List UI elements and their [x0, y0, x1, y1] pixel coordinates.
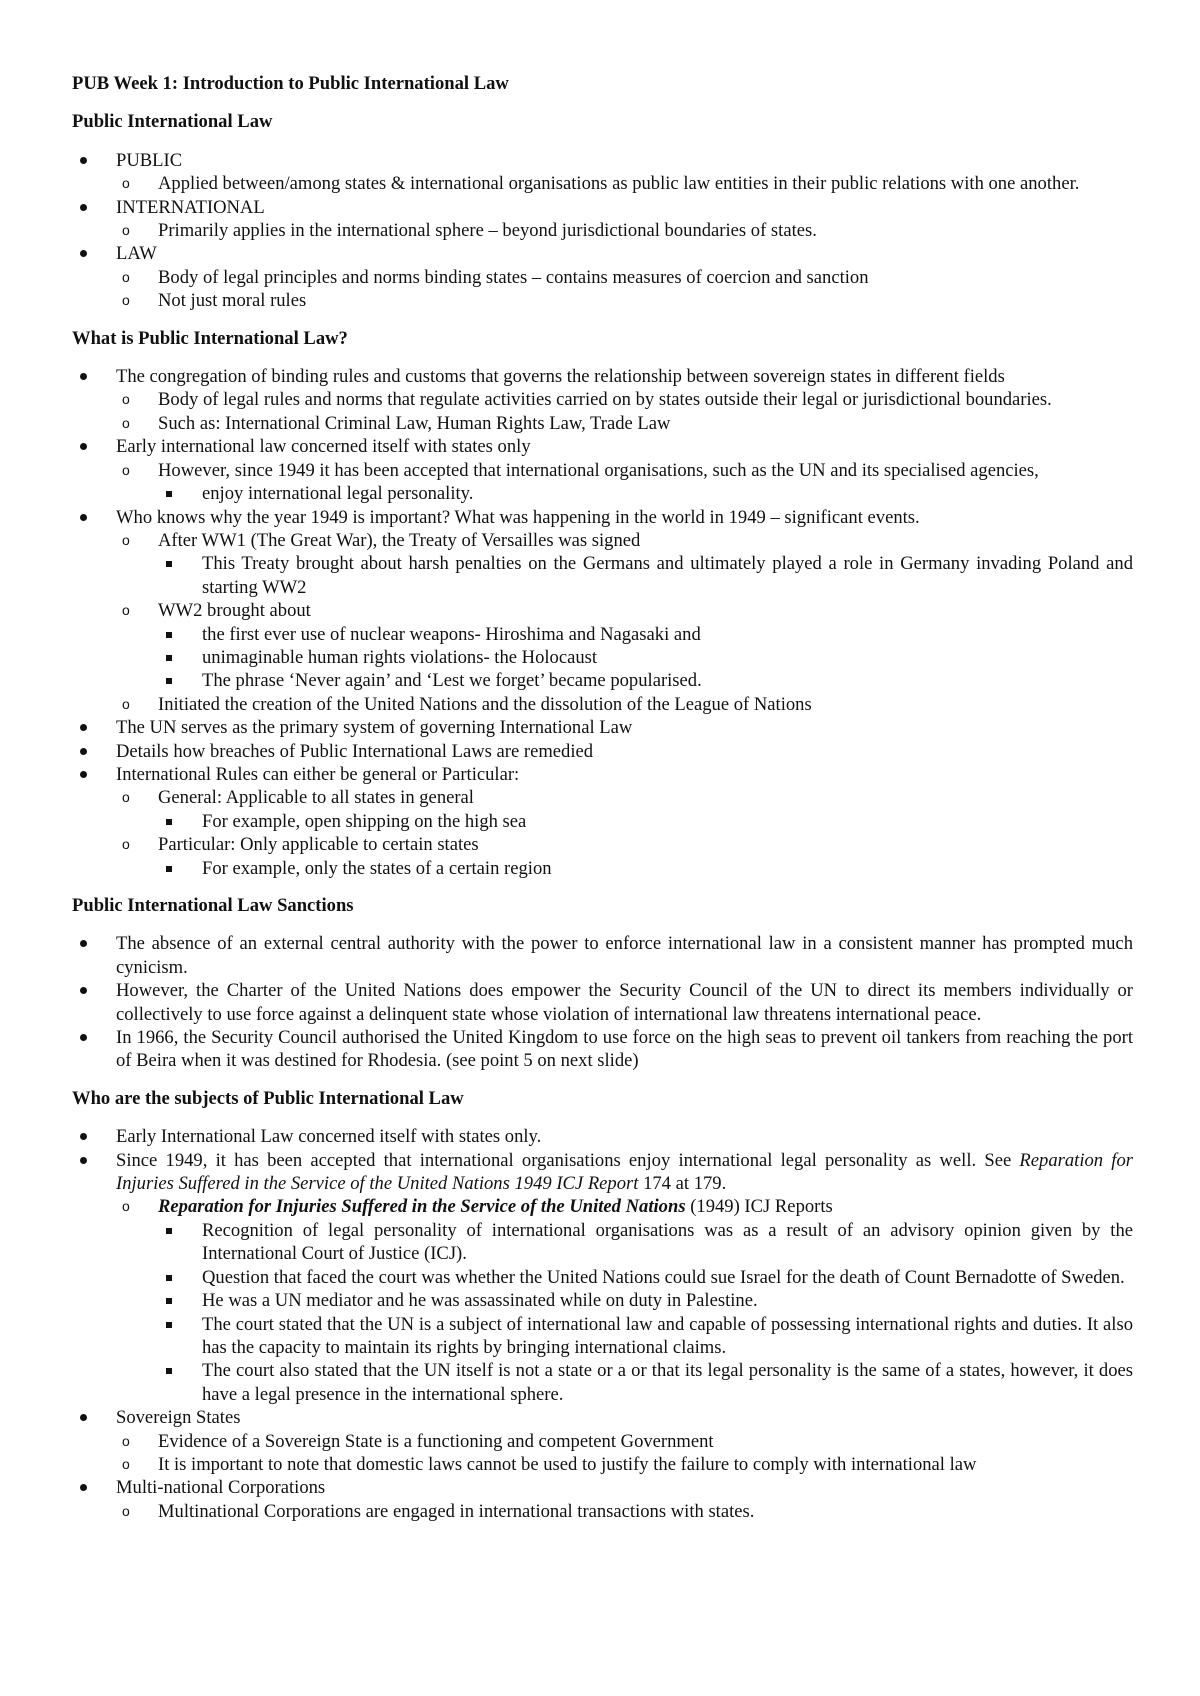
list-item-text: Such as: International Criminal Law, Human Rights Law, Trade Law — [158, 412, 671, 434]
list-item — [72, 979, 1133, 1026]
bullet-square-icon — [166, 678, 172, 684]
list-item — [72, 196, 1133, 219]
bullet-list — [72, 932, 1133, 1072]
bullet-disc-icon — [80, 771, 87, 778]
list-item-text: The court also stated that the UN itself is not a state or a or that its legal personality is the same of a states, however, it does have a legal presence in the international sphere. — [202, 1360, 1133, 1405]
list-item — [72, 1149, 1133, 1196]
bullet-circle-icon: o — [122, 602, 130, 619]
bullet-circle-icon: o — [122, 222, 130, 239]
list-item-text: unimaginable human rights violations- the Holocaust — [202, 646, 598, 668]
list-item-text: In 1966, the Security Council authorised the United Kingdom to use force on the high seas to prevent oil tankers from reaching the port of Beira when it was destined for Rhodesia. (see point 5 on next slide) — [116, 1027, 1133, 1072]
list-item — [72, 242, 1133, 265]
list-item-text: However, since 1949 it has been accepted that international organisations, such as the UN and its specialised agencies, — [158, 459, 1039, 481]
list-item-text: For example, open shipping on the high sea — [202, 810, 527, 832]
bullet-disc-icon — [80, 157, 87, 164]
bullet-circle-icon: o — [122, 414, 130, 431]
bullet-disc-icon — [80, 748, 87, 755]
bullet-square-icon — [166, 1322, 172, 1328]
list-item-text: Evidence of a Sovereign State is a functioning and competent Government — [158, 1430, 714, 1452]
bullet-disc-icon — [80, 1034, 87, 1041]
bullet-square-icon — [166, 1275, 172, 1281]
list-item — [72, 482, 1133, 505]
list-item-text: The court stated that the UN is a subject of international law and capable of possessing international rights and duties. It also has the capacity to maintain its rights by bringing international claims. — [202, 1313, 1133, 1358]
list-item — [72, 1219, 1133, 1266]
list-item — [72, 529, 1133, 552]
bullet-square-icon — [166, 866, 172, 872]
list-item-text: Question that faced the court was whether the United Nations could sue Israel for the death of Count Bernadotte of Sweden. — [202, 1266, 1125, 1288]
bullet-circle-icon: o — [122, 695, 130, 712]
document-body — [72, 110, 1133, 1523]
list-item-text: International Rules can either be general or Particular: — [116, 763, 520, 785]
bullet-square-icon — [166, 655, 172, 661]
list-item-text: Initiated the creation of the United Nations and the dissolution of the League of Nations — [158, 693, 812, 715]
list-item-text: Early International Law concerned itself with states only. — [116, 1126, 542, 1148]
list-item — [72, 1359, 1133, 1406]
list-item-text: Particular: Only applicable to certain states — [158, 834, 479, 856]
list-item — [72, 833, 1133, 856]
bullet-square-icon — [166, 632, 172, 638]
bullet-square-icon — [166, 491, 172, 497]
list-item-text: PUBLIC — [116, 149, 183, 171]
bullet-disc-icon — [80, 940, 87, 947]
list-item — [72, 459, 1133, 482]
bullet-circle-icon: o — [122, 391, 130, 408]
list-item — [72, 1476, 1133, 1499]
bullet-circle-icon: o — [122, 531, 130, 548]
list-item — [72, 1026, 1133, 1073]
list-item — [72, 552, 1133, 599]
list-item — [72, 506, 1133, 529]
bullet-circle-icon: o — [122, 1502, 130, 1519]
section-heading: What is Public International Law? — [72, 327, 348, 349]
section-heading: Who are the subjects of Public International Law — [72, 1087, 464, 1109]
section — [72, 110, 1133, 312]
bullet-square-icon — [166, 1298, 172, 1304]
list-item — [72, 365, 1133, 388]
bullet-disc-icon — [80, 987, 87, 994]
list-item — [72, 1453, 1133, 1476]
bullet-disc-icon — [80, 1157, 87, 1164]
list-item — [72, 623, 1133, 646]
list-item-text: The phrase ‘Never again’ and ‘Lest we forget’ became popularised. — [202, 670, 702, 692]
list-item-text: Details how breaches of Public International Laws are remedied — [116, 740, 594, 762]
bullet-circle-icon: o — [122, 268, 130, 285]
bullet-disc-icon — [80, 204, 87, 211]
list-item-text: He was a UN mediator and he was assassinated while on duty in Palestine. — [202, 1290, 758, 1312]
list-item — [72, 435, 1133, 458]
list-item-text: Multinational Corporations are engaged in international transactions with states. — [158, 1500, 755, 1522]
bullet-disc-icon — [80, 443, 87, 450]
list-item-text: The UN serves as the primary system of governing International Law — [116, 717, 633, 739]
list-item-text: WW2 brought about — [158, 600, 311, 622]
bullet-disc-icon — [80, 373, 87, 380]
section — [72, 1087, 1133, 1523]
document-title: PUB Week 1: Introduction to Public International Law — [72, 73, 509, 94]
list-item-text: Who knows why the year 1949 is important? What was happening in the world in 1949 – significant events. — [116, 506, 920, 528]
list-item — [72, 646, 1133, 669]
bullet-square-icon — [166, 1228, 172, 1234]
list-item-text: However, the Charter of the United Nations does empower the Security Council of the UN to direct its members individually or collectively to use force against a delinquent state whose violation of international law threatens international peace. — [116, 980, 1133, 1025]
list-item — [72, 740, 1133, 763]
list-item — [72, 266, 1133, 289]
case-citation: Reparation for Injuries Suffered in the Service of the United Nations — [158, 1196, 686, 1218]
list-item — [72, 693, 1133, 716]
bullet-circle-icon: o — [122, 1198, 130, 1215]
list-item-text: Primarily applies in the international sphere – beyond jurisdictional boundaries of states. — [158, 220, 817, 242]
bullet-circle-icon: o — [122, 461, 130, 478]
bullet-circle-icon: o — [122, 1455, 130, 1472]
list-item — [72, 172, 1133, 195]
list-item-text: Early international law concerned itself with states only — [116, 436, 531, 458]
bullet-circle-icon: o — [122, 292, 130, 309]
list-item — [72, 1289, 1133, 1312]
list-item — [72, 149, 1133, 172]
list-item — [72, 289, 1133, 312]
list-item-text: the first ever use of nuclear weapons- Hiroshima and Nagasaki and — [202, 623, 701, 645]
bullet-circle-icon: o — [122, 836, 130, 853]
list-item-text: Sovereign States — [116, 1407, 241, 1429]
bullet-circle-icon: o — [122, 1432, 130, 1449]
list-item-text: After WW1 (The Great War), the Treaty of Versailles was signed — [158, 529, 641, 551]
list-item — [72, 1266, 1133, 1289]
case-citation: Reparation for Injuries Suffered in the Service of the United Nations 1949 ICJ Report — [116, 1149, 1133, 1195]
list-item-text: General: Applicable to all states in general — [158, 787, 474, 809]
list-item-text: Body of legal rules and norms that regulate activities carried on by states outside their legal or jurisdictional boundaries. — [158, 389, 1052, 411]
list-item-text: This Treaty brought about harsh penalties on the Germans and ultimately played a role in Germany invading Poland and starting WW2 — [202, 553, 1133, 598]
bullet-disc-icon — [80, 1133, 87, 1140]
list-item-text: Recognition of legal personality of international organisations was as a result of an advisory opinion given by the International Court of Justice (ICJ). — [202, 1219, 1133, 1265]
list-item-text: The congregation of binding rules and customs that governs the relationship between sovereign states in different fields — [116, 366, 1005, 388]
section-heading: Public International Law Sanctions — [72, 895, 354, 916]
list-item — [72, 219, 1133, 242]
bullet-square-icon — [166, 819, 172, 825]
bullet-square-icon — [166, 1368, 172, 1374]
section — [72, 327, 1133, 880]
bullet-disc-icon — [80, 724, 87, 731]
list-item — [72, 599, 1133, 622]
bullet-disc-icon — [80, 1484, 87, 1491]
list-item — [72, 857, 1133, 880]
bullet-circle-icon: o — [122, 789, 130, 806]
list-item — [72, 1125, 1133, 1148]
list-item — [72, 1500, 1133, 1523]
list-item — [72, 763, 1133, 786]
list-item — [72, 786, 1133, 809]
list-item-text: Since 1949, it has been accepted that international organisations enjoy international legal personality as well. See — [116, 1149, 1020, 1171]
list-item — [72, 1430, 1133, 1453]
list-item — [72, 412, 1133, 435]
bullet-disc-icon — [80, 1414, 87, 1421]
bullet-disc-icon — [80, 250, 87, 257]
bullet-circle-icon: o — [122, 175, 130, 192]
list-item-text: Body of legal principles and norms binding states – contains measures of coercion and sanction — [158, 266, 869, 288]
list-item-text: Applied between/among states & international organisations as public law entities in their public relations with one another. — [158, 173, 1080, 195]
list-item-text: Multi-national Corporations — [116, 1477, 326, 1499]
section — [72, 894, 1133, 1073]
list-item-text: The absence of an external central authority with the power to enforce international law in a consistent manner has prompted much cynicism. — [116, 933, 1133, 978]
list-item — [72, 388, 1133, 411]
bullet-list — [72, 149, 1133, 313]
list-item — [72, 810, 1133, 833]
bullet-list — [72, 1125, 1133, 1523]
section-heading: Public International Law — [72, 111, 273, 133]
list-item-text: enjoy international legal personality. — [202, 483, 474, 505]
list-item — [72, 1313, 1133, 1360]
list-item-text: It is important to note that domestic laws cannot be used to justify the failure to comply with international law — [158, 1453, 977, 1475]
list-item — [72, 932, 1133, 979]
bullet-disc-icon — [80, 514, 87, 521]
list-item — [72, 1195, 1133, 1218]
list-item-text: INTERNATIONAL — [116, 196, 265, 218]
list-item-text: 174 at 179. — [638, 1173, 727, 1195]
list-item-text: Not just moral rules — [158, 290, 307, 312]
bullet-square-icon — [166, 561, 172, 567]
list-item — [72, 669, 1133, 692]
bullet-list — [72, 365, 1133, 880]
list-item-text: LAW — [116, 243, 157, 265]
list-item — [72, 1406, 1133, 1429]
list-item-text: For example, only the states of a certain region — [202, 857, 552, 879]
list-item-text: (1949) ICJ Reports — [685, 1196, 833, 1218]
list-item — [72, 716, 1133, 739]
